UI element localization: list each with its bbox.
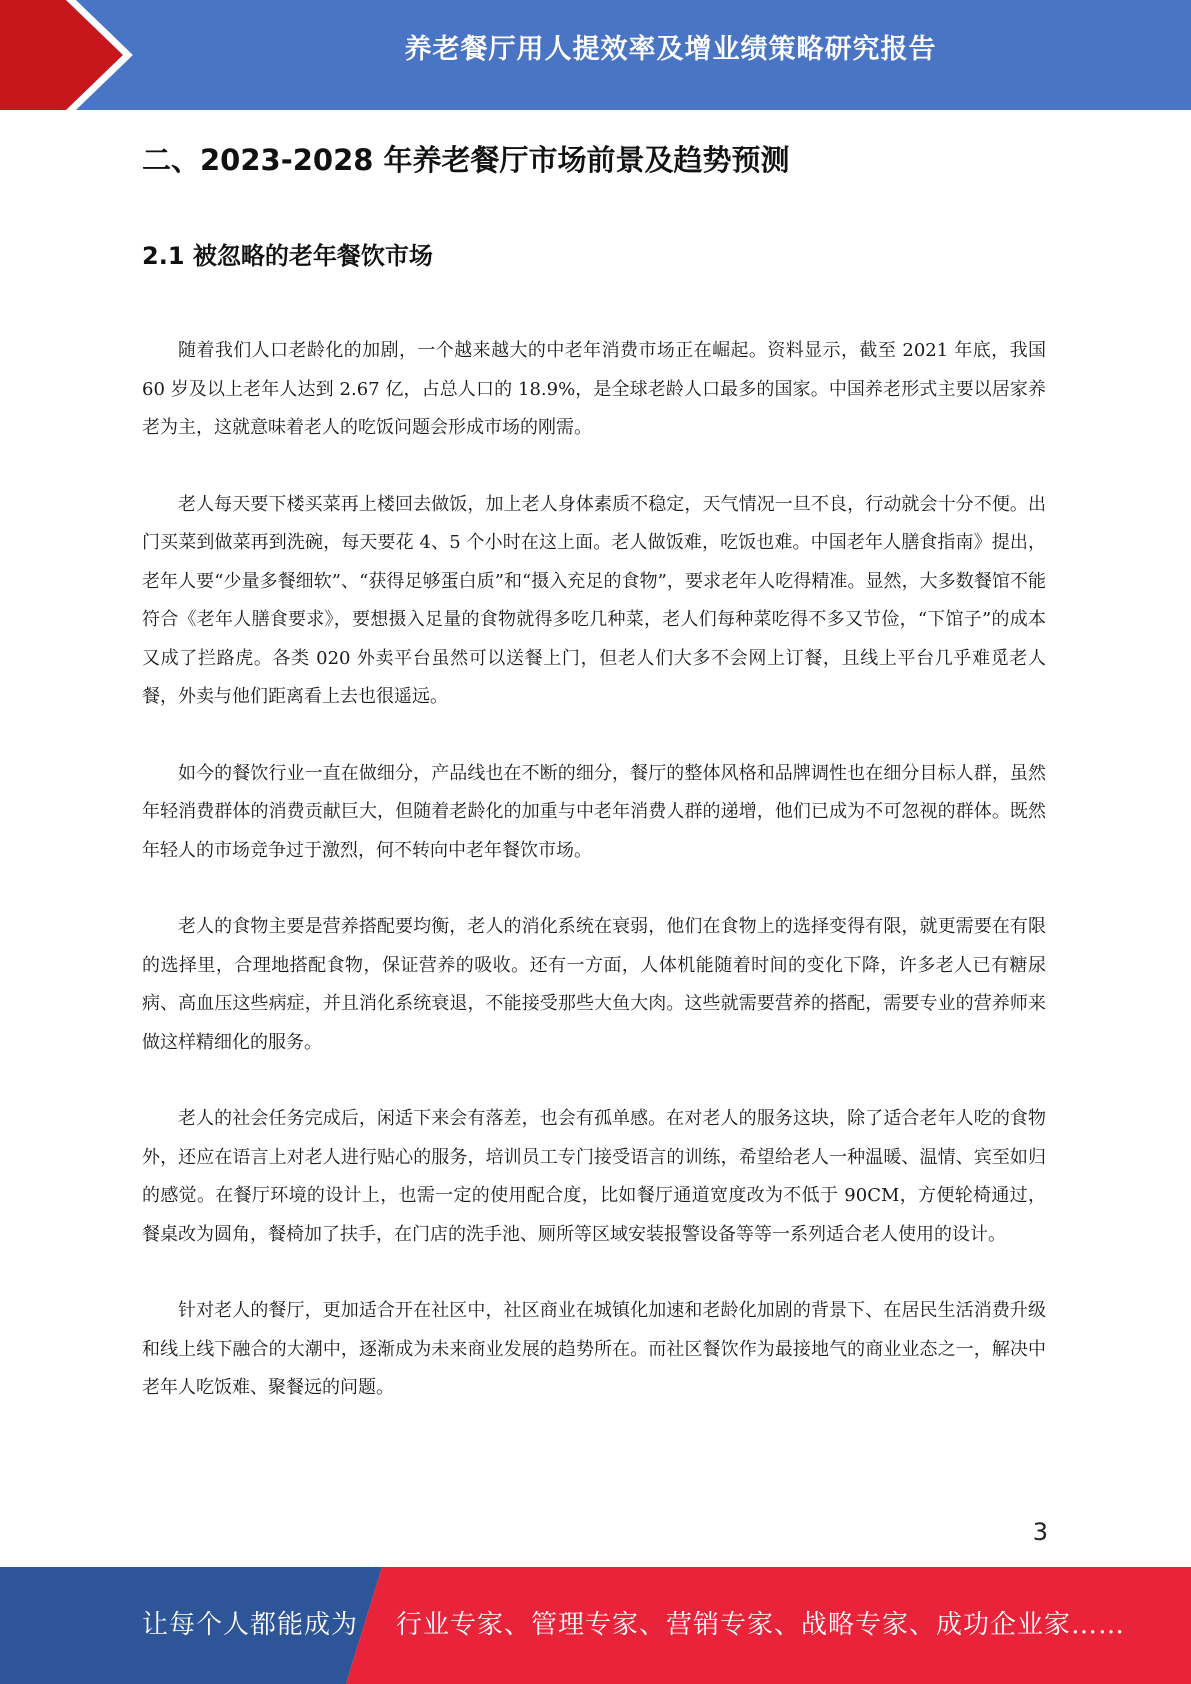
paragraph-list xyxy=(142,332,1046,1408)
page-footer xyxy=(0,1567,1191,1684)
section-heading: 二、2023-2028 年养老餐厅市场前景及趋势预测 xyxy=(142,143,790,177)
paragraph: 老人每天要下楼买菜再上楼回去做饭，加上老人身体素质不稳定，天气情况一旦不良，行动就会十分不便。出门买菜到做菜再到洗碗，每天要花 4、5 个小时在这上面。老人做饭难，吃饭也难。中国老年人膳食指南》提出，老年人要“少量多餐细软”、“获得足够蛋白质”和“摄入充足的食物”，要求老年人吃得精准。显然，大多数餐馆不能符合《老年人膳食要求》，要想摄入足量的食物就得多吃几种菜，老人们每种菜吃得不多又节俭，“下馆子”的成本又成了拦路虎。各类 020 外卖平台虽然可以送餐上门，但老人们大多不会网上订餐，且线上平台几乎难觅老人餐，外卖与他们距离看上去也很遥远。 xyxy=(142,493,1046,707)
report-title: 养老餐厅用人提效率及增业绩策略研究报告 xyxy=(404,34,937,65)
paragraph: 老人的食物主要是营养搭配要均衡，老人的消化系统在衰弱，他们在食物上的选择变得有限，就更需要在有限的选择里，合理地搭配食物，保证营养的吸收。还有一方面，人体机能随着时间的变化下降，许多老人已有糖尿病、高血压这些病症，并且消化系统衰退，不能接受那些大鱼大肉。这些就需要营养的搭配，需要专业的营养师来做这样精细化的服务。 xyxy=(142,916,1046,1053)
paragraph: 针对老人的餐厅，更加适合开在社区中，社区商业在城镇化加速和老龄化加剧的背景下、在居民生活消费升级和线上线下融合的大潮中，逐渐成为未来商业发展的趋势所在。而社区餐饮作为最接地气的商业业态之一，解决中老年人吃饭难、聚餐远的问题。 xyxy=(142,1300,1046,1398)
page-header xyxy=(0,0,1191,110)
paragraph: 随着我们人口老龄化的加剧，一个越来越大的中老年消费市场正在崛起。资料显示，截至 2021 年底，我国 60 岁及以上老年人达到 2.67 亿，占总人口的 18.9%，是全球老龄人口最多的国家。中国养老形式主要以居家养老为主，这就意味着老人的吃饭问题会形成市场的刚需。 xyxy=(142,340,1046,438)
paragraph: 老人的社会任务完成后，闲适下来会有落差，也会有孤单感。在对老人的服务这块，除了适合老年人吃的食物外，还应在语言上对老人进行贴心的服务，培训员工专门接受语言的训练，希望给老人一种温暖、温情、宾至如归的感觉。在餐厅环境的设计上，也需一定的使用配合度，比如餐厅通道宽度改为不低于 90CM，方便轮椅通过，餐桌改为圆角，餐椅加了扶手，在门店的洗手池、厕所等区域安装报警设备等等一系列适合老人使用的设计。 xyxy=(142,1108,1046,1245)
footer-slogan-left: 让每个人都能成为 xyxy=(142,1610,359,1640)
footer-slogan-right: 行业专家、管理专家、营销专家、战略专家、成功企业家…… xyxy=(396,1610,1126,1640)
header-chevron-decoration xyxy=(0,0,150,110)
subsection-heading: 2.1 被忽略的老年餐饮市场 xyxy=(142,242,433,270)
page-number: 3 xyxy=(1032,1518,1048,1546)
document-body xyxy=(142,138,1046,1446)
paragraph: 如今的餐饮行业一直在做细分，产品线也在不断的细分，餐厅的整体风格和品牌调性也在细分目标人群，虽然年轻消费群体的消费贡献巨大，但随着老龄化的加重与中老年消费人群的递增，他们已成为不可忽视的群体。既然年轻人的市场竞争过于激烈，何不转向中老年餐饮市场。 xyxy=(142,762,1046,861)
